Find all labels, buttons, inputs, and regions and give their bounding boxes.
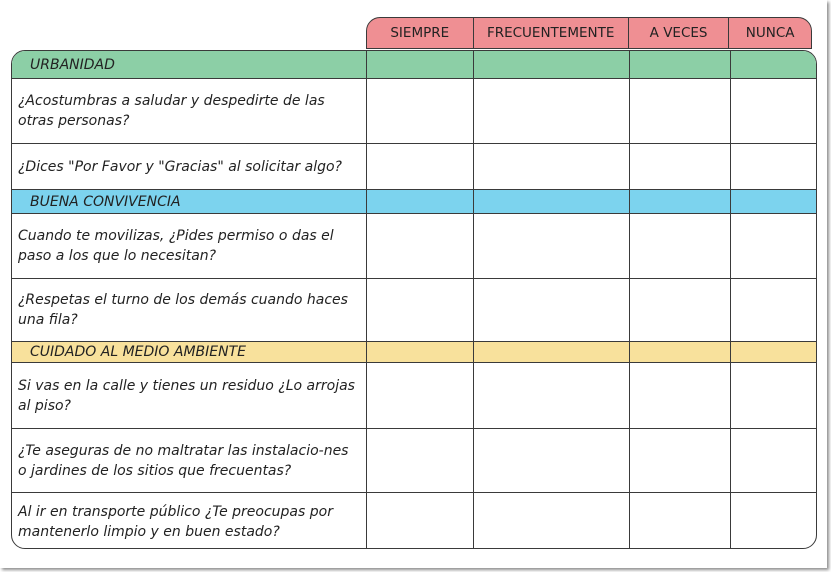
answer-cell-frecuentemente[interactable] bbox=[474, 144, 630, 189]
answer-cell-a-veces[interactable] bbox=[630, 279, 731, 341]
answer-cell bbox=[367, 51, 474, 78]
answer-cell-nunca[interactable] bbox=[731, 493, 816, 549]
answer-cell-frecuentemente[interactable] bbox=[474, 214, 630, 278]
answer-cell bbox=[367, 342, 474, 362]
answer-cell-nunca[interactable] bbox=[731, 144, 816, 189]
answer-cell-siempre[interactable] bbox=[367, 279, 474, 341]
section-title: CUIDADO AL MEDIO AMBIENTE bbox=[12, 342, 367, 362]
answer-cell-nunca[interactable] bbox=[731, 279, 816, 341]
question-text: Al ir en transporte público ¿Te preocupas por mantenerlo limpio y en buen estado? bbox=[12, 493, 367, 549]
answer-cell-nunca[interactable] bbox=[731, 429, 816, 492]
column-a-veces: A VECES bbox=[629, 18, 730, 48]
answer-cell-nunca[interactable] bbox=[731, 363, 816, 428]
question-text: Cuando te movilizas, ¿Pides permiso o das el paso a los que lo necesitan? bbox=[12, 214, 367, 278]
question-text: ¿Dices "Por Favor y "Gracias" al solicitar algo? bbox=[12, 144, 367, 189]
section-title: URBANIDAD bbox=[12, 51, 367, 78]
answer-cell-siempre[interactable] bbox=[367, 214, 474, 278]
answer-cell-a-veces[interactable] bbox=[630, 493, 731, 549]
answer-cell-frecuentemente[interactable] bbox=[474, 279, 630, 341]
section-row-cuidado-medio-ambiente bbox=[12, 342, 816, 363]
answer-cell-nunca[interactable] bbox=[731, 79, 816, 143]
answer-cell bbox=[367, 190, 474, 213]
answer-cell-a-veces[interactable] bbox=[630, 429, 731, 492]
column-siempre: SIEMPRE bbox=[367, 18, 474, 48]
answer-cell-siempre[interactable] bbox=[367, 493, 474, 549]
answer-cell bbox=[731, 342, 816, 362]
column-header bbox=[366, 17, 812, 49]
answer-cell-nunca[interactable] bbox=[731, 214, 816, 278]
question-text: ¿Acostumbras a saludar y despedirte de las otras personas? bbox=[12, 79, 367, 143]
question-row bbox=[12, 279, 816, 342]
answer-cell-a-veces[interactable] bbox=[630, 79, 731, 143]
answer-cell-siempre[interactable] bbox=[367, 79, 474, 143]
answer-cell-frecuentemente[interactable] bbox=[474, 363, 630, 428]
answer-cell-frecuentemente[interactable] bbox=[474, 493, 630, 549]
answer-cell bbox=[474, 342, 630, 362]
answer-cell-siempre[interactable] bbox=[367, 144, 474, 189]
answer-cell-a-veces[interactable] bbox=[630, 214, 731, 278]
question-row bbox=[12, 79, 816, 144]
column-nunca: NUNCA bbox=[745, 25, 795, 41]
answer-cell bbox=[630, 190, 731, 213]
answer-cell-frecuentemente[interactable] bbox=[474, 429, 630, 492]
answer-cell-a-veces[interactable] bbox=[630, 363, 731, 428]
answer-cell-a-veces[interactable] bbox=[630, 144, 731, 189]
answer-cell-siempre[interactable] bbox=[367, 429, 474, 492]
section-row-buena-convivencia bbox=[12, 190, 816, 214]
question-text: ¿Te aseguras de no maltratar las instalacio-nes o jardines de los sitios que frecuentas? bbox=[12, 429, 367, 492]
answer-cell bbox=[474, 51, 630, 78]
answer-cell bbox=[474, 190, 630, 213]
section-row-urbanidad bbox=[12, 51, 816, 79]
answer-cell-siempre[interactable] bbox=[367, 363, 474, 428]
answer-cell bbox=[731, 51, 816, 78]
section-title: BUENA CONVIVENCIA bbox=[12, 190, 367, 213]
answer-cell bbox=[630, 51, 731, 78]
column-frecuentemente: FRECUENTEMENTE bbox=[474, 18, 629, 48]
question-text: ¿Respetas el turno de los demás cuando haces una fila? bbox=[12, 279, 367, 341]
question-row bbox=[12, 363, 816, 429]
question-row bbox=[12, 214, 816, 279]
survey-table bbox=[11, 50, 817, 549]
question-row bbox=[12, 429, 816, 493]
answer-cell bbox=[731, 190, 816, 213]
question-row bbox=[12, 144, 816, 190]
answer-cell bbox=[630, 342, 731, 362]
question-row bbox=[12, 493, 816, 549]
answer-cell-frecuentemente[interactable] bbox=[474, 79, 630, 143]
question-text: Si vas en la calle y tienes un residuo ¿Lo arrojas al piso? bbox=[12, 363, 367, 428]
